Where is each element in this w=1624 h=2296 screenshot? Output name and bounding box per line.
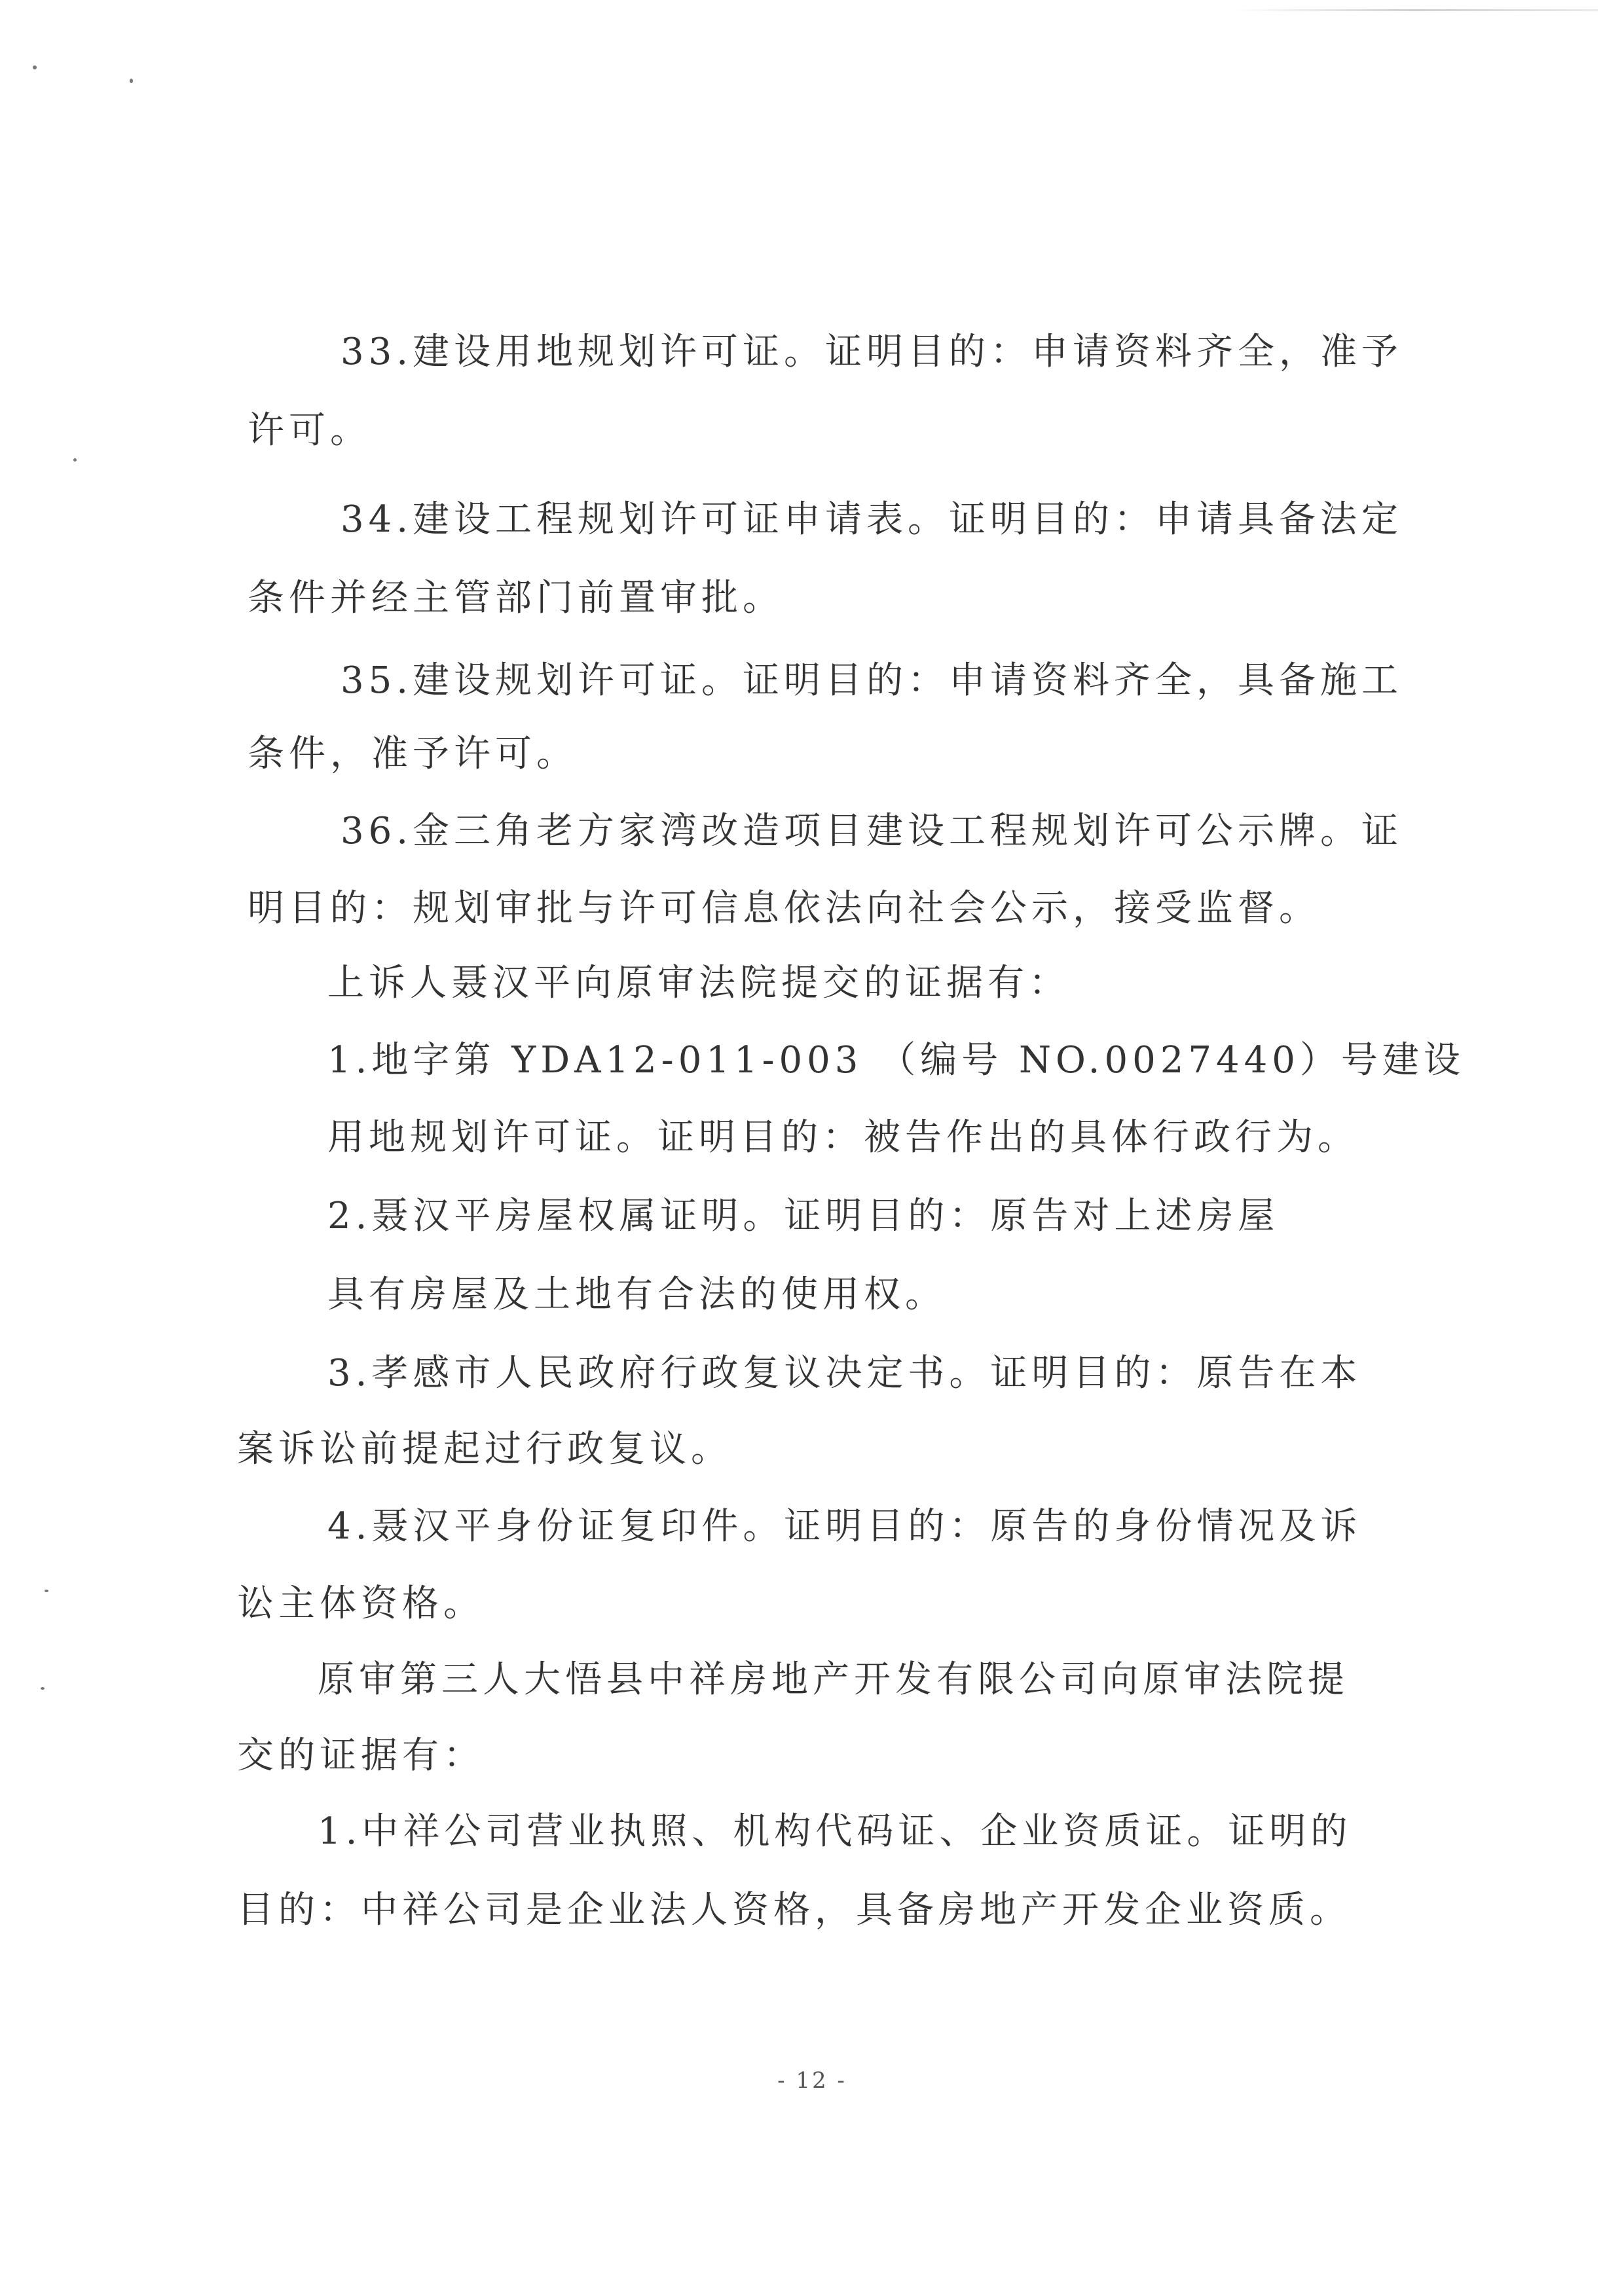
scan-speck: [33, 65, 37, 69]
text-line: 34.建设工程规划许可证申请表。证明目的：申请具备法定: [341, 498, 1403, 541]
text-line: 明目的：规划审批与许可信息依法向社会公示，接受监督。: [248, 887, 1320, 930]
text-line: 条件，准予许可。: [248, 733, 578, 775]
text-line: 36.金三角老方家湾改造项目建设工程规划许可公示牌。证: [341, 810, 1403, 852]
scan-speck: [41, 1687, 45, 1690]
text-line: 案诉讼前提起过行政复议。: [237, 1428, 732, 1470]
text-line: 具有房屋及土地有合法的使用权。: [327, 1273, 946, 1316]
scan-speck: [130, 79, 133, 83]
text-line: 条件并经主管部门前置审批。: [248, 577, 784, 619]
text-line: 用地规划许可证。证明目的：被告作出的具体行政行为。: [327, 1116, 1359, 1159]
text-line: 交的证据有：: [237, 1734, 485, 1777]
scan-edge-mark: [1231, 9, 1598, 11]
scan-speck: [73, 458, 77, 462]
text-line: 4.聂汉平身份证复印件。证明目的：原告的身份情况及诉: [327, 1505, 1362, 1548]
text-line: 35.建设规划许可证。证明目的：申请资料齐全，具备施工: [341, 659, 1403, 702]
text-line: 33.建设用地规划许可证。证明目的：申请资料齐全，准予: [341, 331, 1403, 373]
text-line: 1.中祥公司营业执照、机构代码证、企业资质证。证明的: [318, 1810, 1352, 1853]
text-line: 上诉人聂汉平向原审法院提交的证据有：: [327, 962, 1070, 1004]
text-line: 1.地字第 YDA12-011-003 （编号 NO.0027440）号建设: [327, 1039, 1465, 1082]
page-number: - 12 -: [777, 2068, 847, 2094]
text-line: 目的：中祥公司是企业法人资格，具备房地产开发企业资质。: [237, 1889, 1351, 1931]
text-line: 3.孝感市人民政府行政复议决定书。证明目的：原告在本: [327, 1352, 1362, 1394]
text-line: 讼主体资格。: [237, 1582, 485, 1625]
text-line: 2.聂汉平房屋权属证明。证明目的：原告对上述房屋: [327, 1195, 1280, 1237]
text-line: 原审第三人大悟县中祥房地产开发有限公司向原审法院提: [318, 1658, 1349, 1701]
text-line: 许可。: [248, 409, 371, 452]
scan-speck: [45, 1590, 48, 1592]
